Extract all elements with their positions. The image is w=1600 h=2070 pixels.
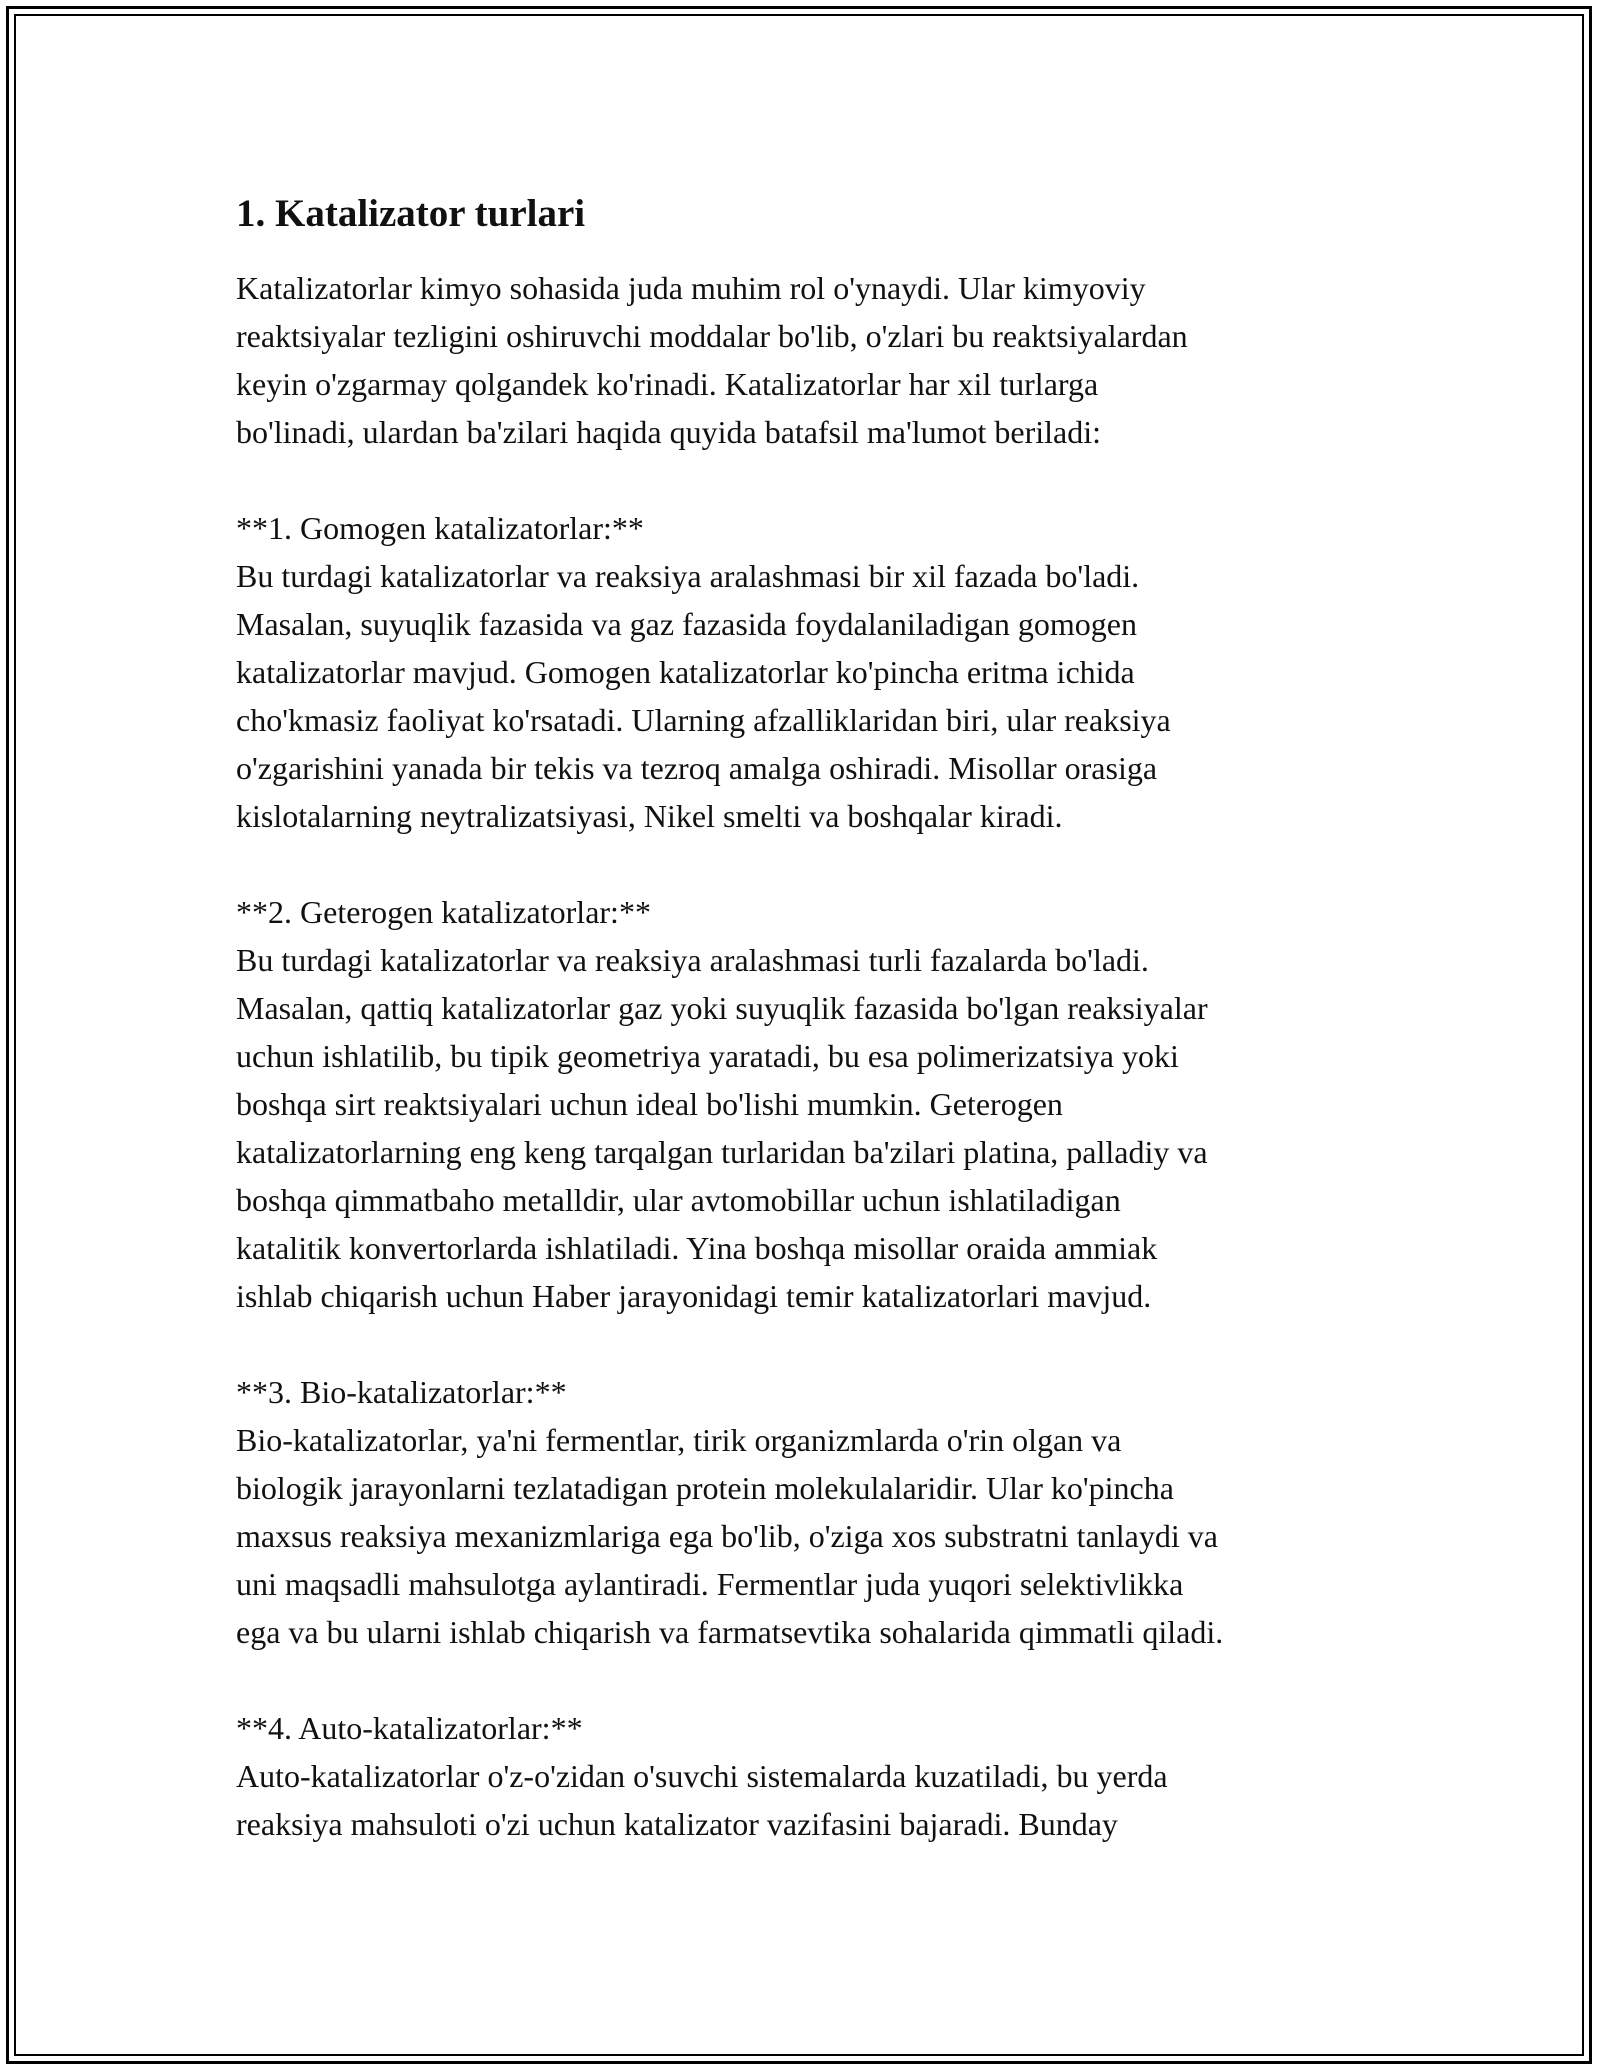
section-heading-gomogen: **1. Gomogen katalizatorlar:** <box>236 510 644 546</box>
section-line: Masalan, qattiq katalizatorlar gaz yoki suyuqlik fazasida bo'lgan reaksiyalar <box>236 990 1208 1026</box>
section-line: boshqa sirt reaktsiyalari uchun ideal bo'lishi mumkin. Geterogen <box>236 1086 1063 1122</box>
section-line: uni maqsadli mahsulotga aylantiradi. Fermentlar juda yuqori selektivlikka <box>236 1566 1184 1602</box>
section-heading-auto: **4. Auto-katalizatorlar:** <box>236 1710 583 1746</box>
section-line: Bu turdagi katalizatorlar va reaksiya aralashmasi bir xil fazada bo'ladi. <box>236 558 1140 594</box>
section-line: katalizatorlar mavjud. Gomogen katalizatorlar ko'pincha eritma ichida <box>236 654 1135 690</box>
intro-line: keyin o'zgarmay qolgandek ko'rinadi. Katalizatorlar har xil turlarga <box>236 366 1099 402</box>
section-line: Auto-katalizatorlar o'z-o'zidan o'suvchi sistemalarda kuzatiladi, bu yerda <box>236 1758 1168 1794</box>
section-line: reaksiya mahsuloti o'zi uchun katalizator vazifasini bajaradi. Bunday <box>236 1806 1118 1842</box>
paragraph-gap <box>236 1656 1436 1704</box>
section-line: maxsus reaksiya mexanizmlariga ega bo'lib, o'ziga xos substratni tanlaydi va <box>236 1518 1218 1554</box>
intro-line: bo'linadi, ulardan ba'zilari haqida quyida batafsil ma'lumot beriladi: <box>236 414 1102 450</box>
document-body <box>236 264 1436 1848</box>
section-line: Bio-katalizatorlar, ya'ni fermentlar, tirik organizmlarda o'rin olgan va <box>236 1422 1122 1458</box>
section-line: cho'kmasiz faoliyat ko'rsatadi. Ularning afzalliklaridan biri, ular reaksiya <box>236 702 1171 738</box>
section-heading-bio: **3. Bio-katalizatorlar:** <box>236 1374 567 1410</box>
section-line: ega va bu ularni ishlab chiqarish va farmatsevtika sohalarida qimmatli qiladi. <box>236 1614 1224 1650</box>
section-line: kislotalarning neytralizatsiyasi, Nikel smelti va boshqalar kiradi. <box>236 798 1063 834</box>
section-line: o'zgarishini yanada bir tekis va tezroq amalga oshiradi. Misollar orasiga <box>236 750 1158 786</box>
paragraph-gap <box>236 456 1436 504</box>
section-line: katalitik konvertorlarda ishlatiladi. Yina boshqa misollar oraida ammiak <box>236 1230 1158 1266</box>
section-line: Bu turdagi katalizatorlar va reaksiya aralashmasi turli fazalarda bo'ladi. <box>236 942 1149 978</box>
section-line: Masalan, suyuqlik fazasida va gaz fazasida foydalaniladigan gomogen <box>236 606 1137 642</box>
section-line: ishlab chiqarish uchun Haber jarayonidagi temir katalizatorlari mavjud. <box>236 1278 1152 1314</box>
section-line: katalizatorlarning eng keng tarqalgan turlaridan ba'zilari platina, palladiy va <box>236 1134 1208 1170</box>
section-heading-geterogen: **2. Geterogen katalizatorlar:** <box>236 894 651 930</box>
intro-line: reaktsiyalar tezligini oshiruvchi moddalar bo'lib, o'zlari bu reaktsiyalardan <box>236 318 1188 354</box>
document-content <box>236 186 1436 1848</box>
section-line: biologik jarayonlarni tezlatadigan protein molekulalaridir. Ular ko'pincha <box>236 1470 1174 1506</box>
section-line: boshqa qimmatbaho metalldir, ular avtomobillar uchun ishlatiladigan <box>236 1182 1121 1218</box>
paragraph-gap <box>236 840 1436 888</box>
section-line: uchun ishlatilib, bu tipik geometriya yaratadi, bu esa polimerizatsiya yoki <box>236 1038 1179 1074</box>
intro-line: Katalizatorlar kimyo sohasida juda muhim rol o'ynaydi. Ular kimyoviy <box>236 270 1146 306</box>
paragraph-gap <box>236 1320 1436 1368</box>
page-title: 1. Katalizator turlari <box>236 192 586 235</box>
